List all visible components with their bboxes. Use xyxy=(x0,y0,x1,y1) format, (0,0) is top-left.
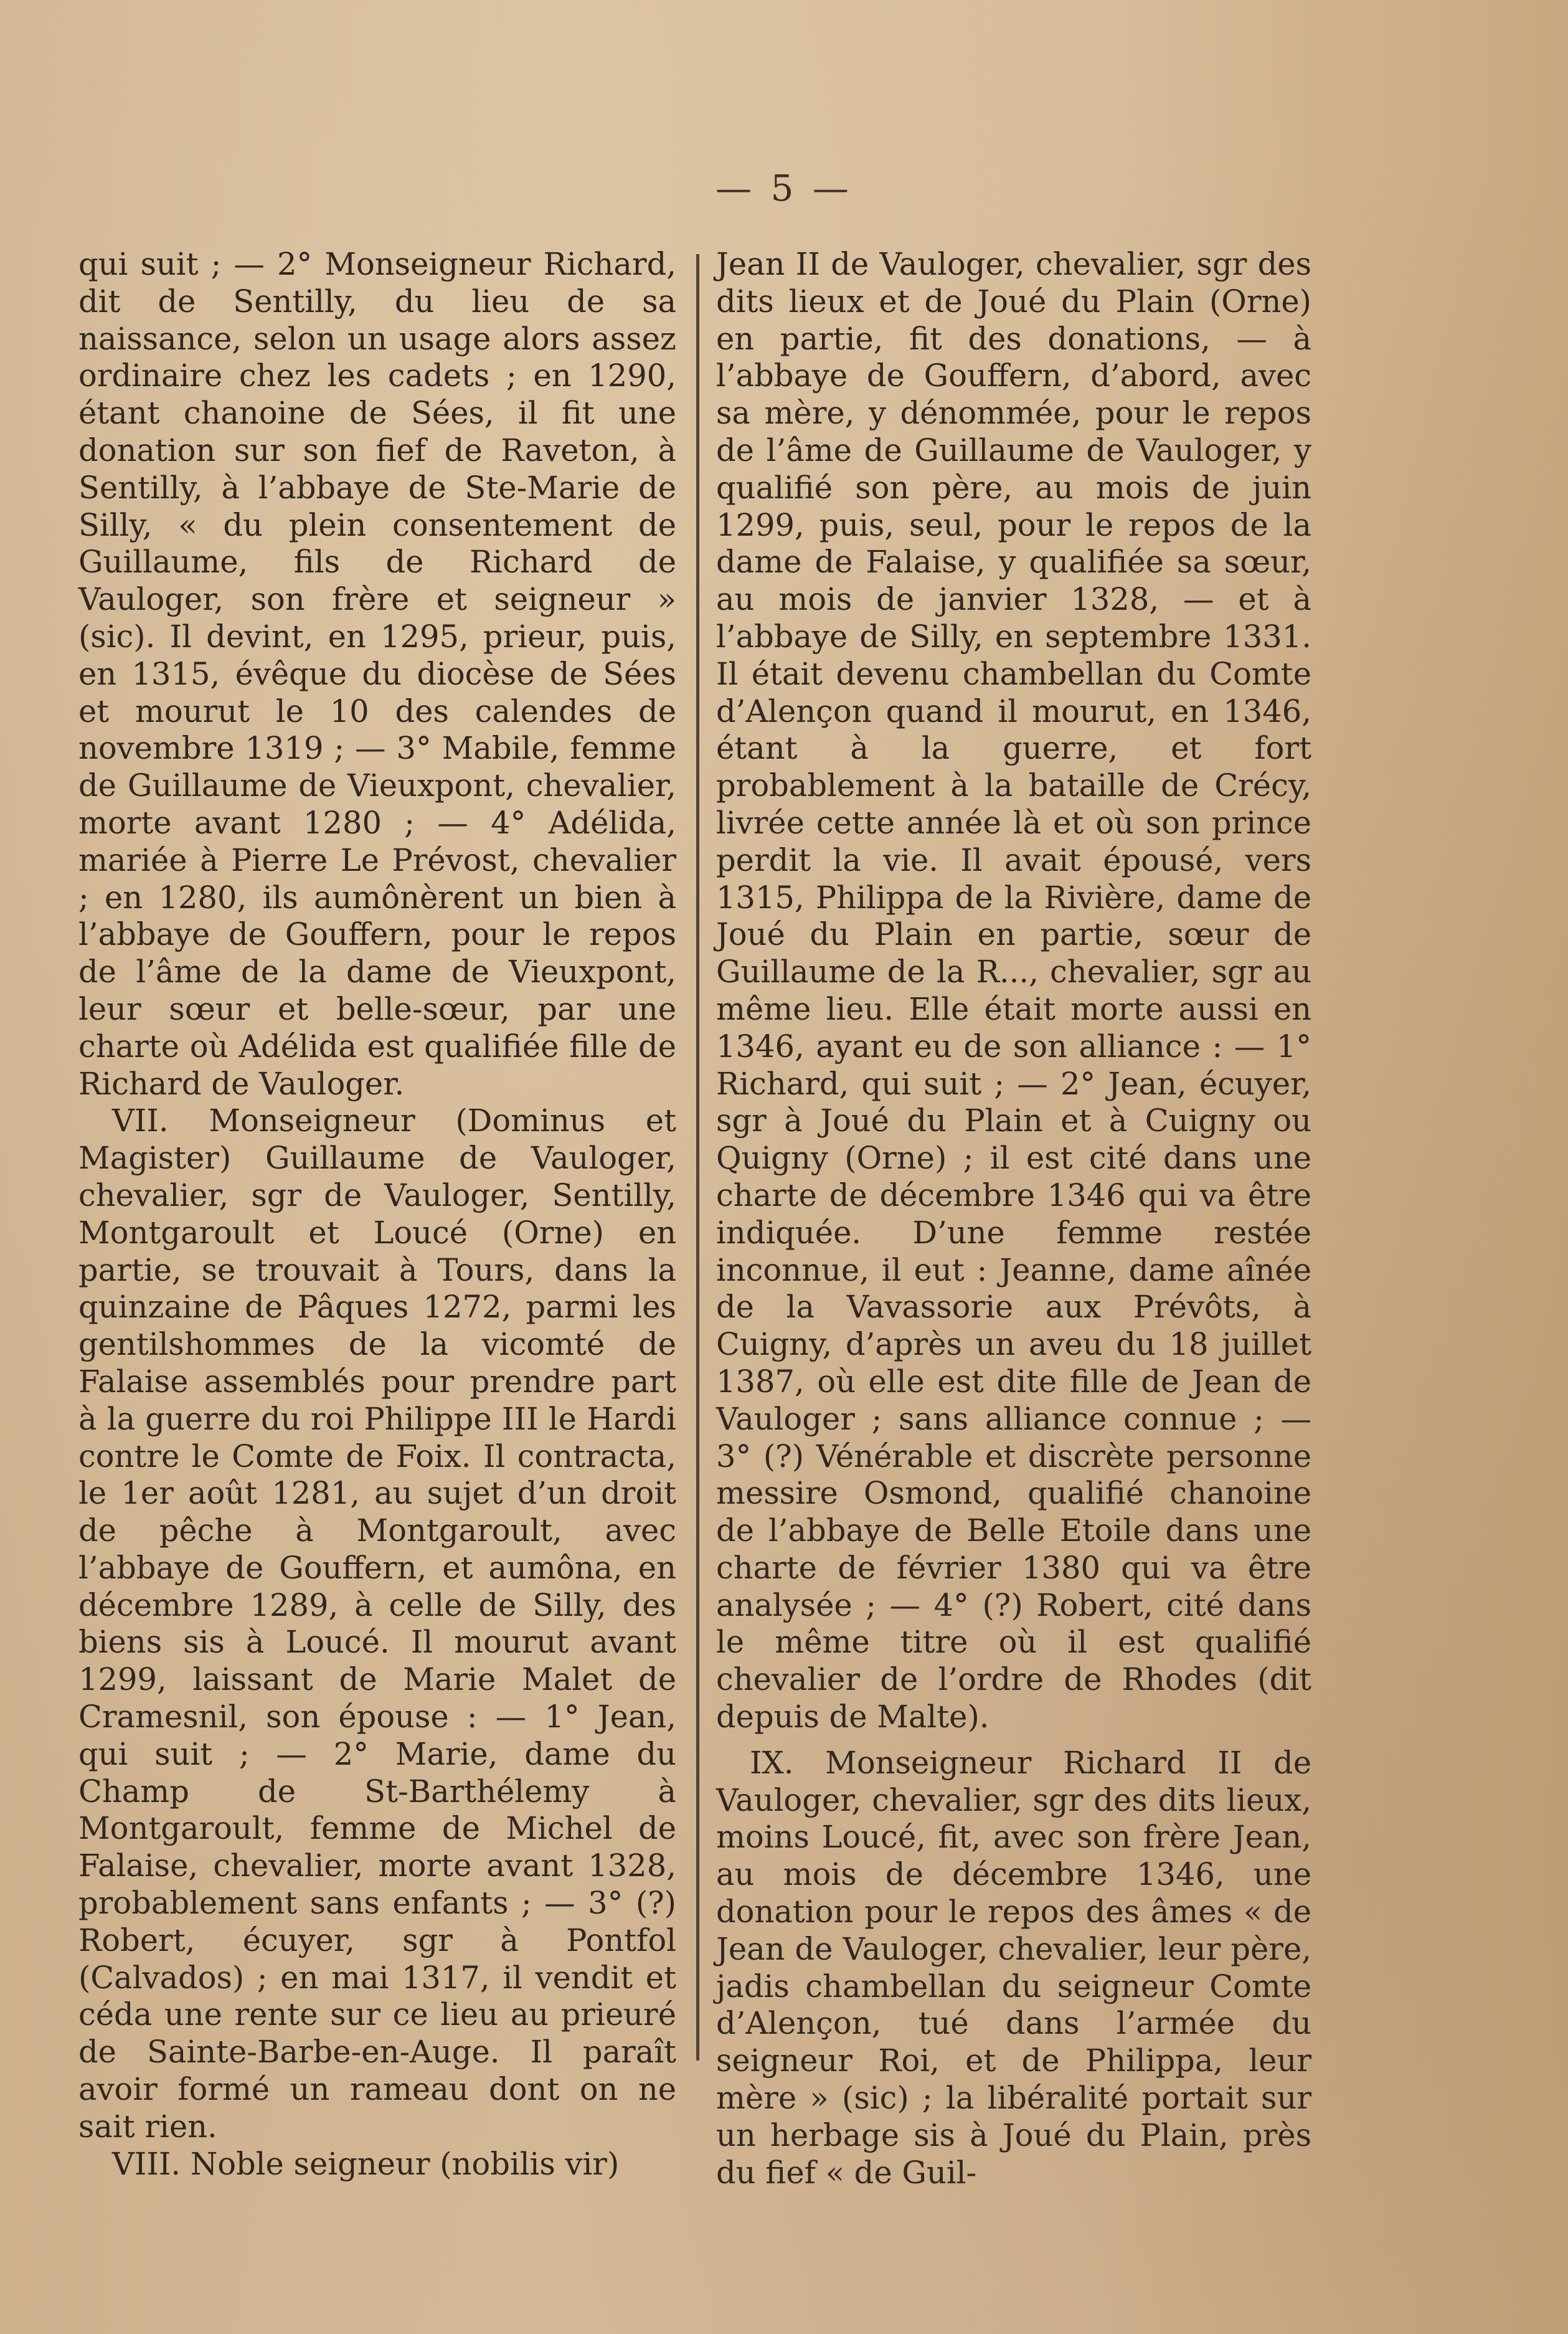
page-number: — 5 — xyxy=(716,167,852,209)
paragraph-ix-richard: IX. Monseigneur Richard II de Vauloger, chevalier, sgr des dits lieux, moins Loucé, fit, avec son frère Jean, au mois de décembre 1346, une donation pour le repos des âmes « de Jean de Vauloger, chevalier, leur père, jadis chambellan du seigneur Comte d’Alençon, tué dans l’armée du seigneur Roi, et de Philippa, leur mère » (sic) ; la libéralité portait sur un herbage sis à Joué du Plain, près du fief « de Guil- xyxy=(716,1744,1311,2191)
column-divider xyxy=(696,254,699,2061)
left-column xyxy=(78,246,676,2183)
right-column xyxy=(716,246,1311,2191)
paragraph-viii-jean: Jean II de Vauloger, chevalier, sgr des dits lieux et de Joué du Plain (Orne) en partie, fit des donations, — à l’abbaye de Gouffern, d’abord, avec sa mère, y dénommée, pour le repos de l’âme de Guillaume de Vauloger, y qualifié son père, au mois de juin 1299, puis, seul, pour le repos de la dame de Falaise, y qualifiée sa sœur, au mois de janvier 1328, — et à l’abbaye de Silly, en septembre 1331. Il était devenu chambellan du Comte d’Alençon quand il mourut, en 1346, étant à la guerre, et fort probablement à la bataille de Crécy, livrée cette année là et où son prince perdit la vie. Il avait épousé, vers 1315, Philippa de la Rivière, dame de Joué du Plain en partie, sœur de Guillaume de la R..., chevalier, sgr au même lieu. Elle était morte aussi en 1346, ayant eu de son alliance : — 1° Richard, qui suit ; — 2° Jean, écuyer, sgr à Joué du Plain et à Cuigny ou Quigny (Orne) ; il est cité dans une charte de décembre 1346 qui va être indiquée. D’une femme restée inconnue, il eut : Jeanne, dame aînée de la Vavassorie aux Prévôts, à Cuigny, d’après un aveu du 18 juillet 1387, où elle est dite fille de Jean de Vauloger ; sans alliance connue ; — 3° (?) Vénérable et discrète personne messire Osmond, qualifié chanoine de l’abbaye de Belle Etoile dans une charte de février 1380 qui va être analysée ; — 4° (?) Robert, cité dans le même titre où il est qualifié chevalier de l’ordre de Rhodes (dit depuis de Malte). xyxy=(716,246,1311,1735)
paragraph-vi-continued: qui suit ; — 2° Monseigneur Richard, dit de Sentilly, du lieu de sa naissance, selon un usage alors assez ordinaire chez les cadets ; en 1290, étant chanoine de Sées, il fit une donation sur son fief de Raveton, à Sentilly, à l’abbaye de Ste-Marie de Silly, « du plein consentement de Guillaume, fils de Richard de Vauloger, son frère et seigneur » (sic). Il devint, en 1295, prieur, puis, en 1315, évêque du diocèse de Sées et mourut le 10 des calendes de novembre 1319 ; — 3° Mabile, femme de Guillaume de Vieuxpont, chevalier, morte avant 1280 ; — 4° Adélida, mariée à Pierre Le Prévost, chevalier ; en 1280, ils aumônèrent un bien à l’abbaye de Gouffern, pour le repos de l’âme de la dame de Vieuxpont, leur sœur et belle-sœur, par une charte où Adélida est qualifiée fille de Richard de Vauloger. xyxy=(78,246,676,1102)
paragraph-vii-guillaume: VII. Monseigneur (Dominus et Magister) Guillaume de Vauloger, chevalier, sgr de Vauloger, Sentilly, Montgaroult et Loucé (Orne) en partie, se trouvait à Tours, dans la quinzaine de Pâques 1272, parmi les gentilshommes de la vicomté de Falaise assemblés pour prendre part à la guerre du roi Philippe III le Hardi contre le Comte de Foix. Il contracta, le 1er août 1281, au sujet d’un droit de pêche à Montgaroult, avec l’abbaye de Gouffern, et aumôna, en décembre 1289, à celle de Silly, des biens sis à Loucé. Il mourut avant 1299, laissant de Marie Malet de Cramesnil, son épouse : — 1° Jean, qui suit ; — 2° Marie, dame du Champ de St-Barthélemy à Montgaroult, femme de Michel de Falaise, chevalier, morte avant 1328, probablement sans enfants ; — 3° (?) Robert, écuyer, sgr à Pontfol (Calvados) ; en mai 1317, il vendit et céda une rente sur ce lieu au prieuré de Sainte-Barbe-en-Auge. Il paraît avoir formé un rameau dont on ne sait rien. xyxy=(78,1103,676,2145)
paragraph-viii-heading: VIII. Noble seigneur (nobilis vir) xyxy=(112,2145,620,2182)
